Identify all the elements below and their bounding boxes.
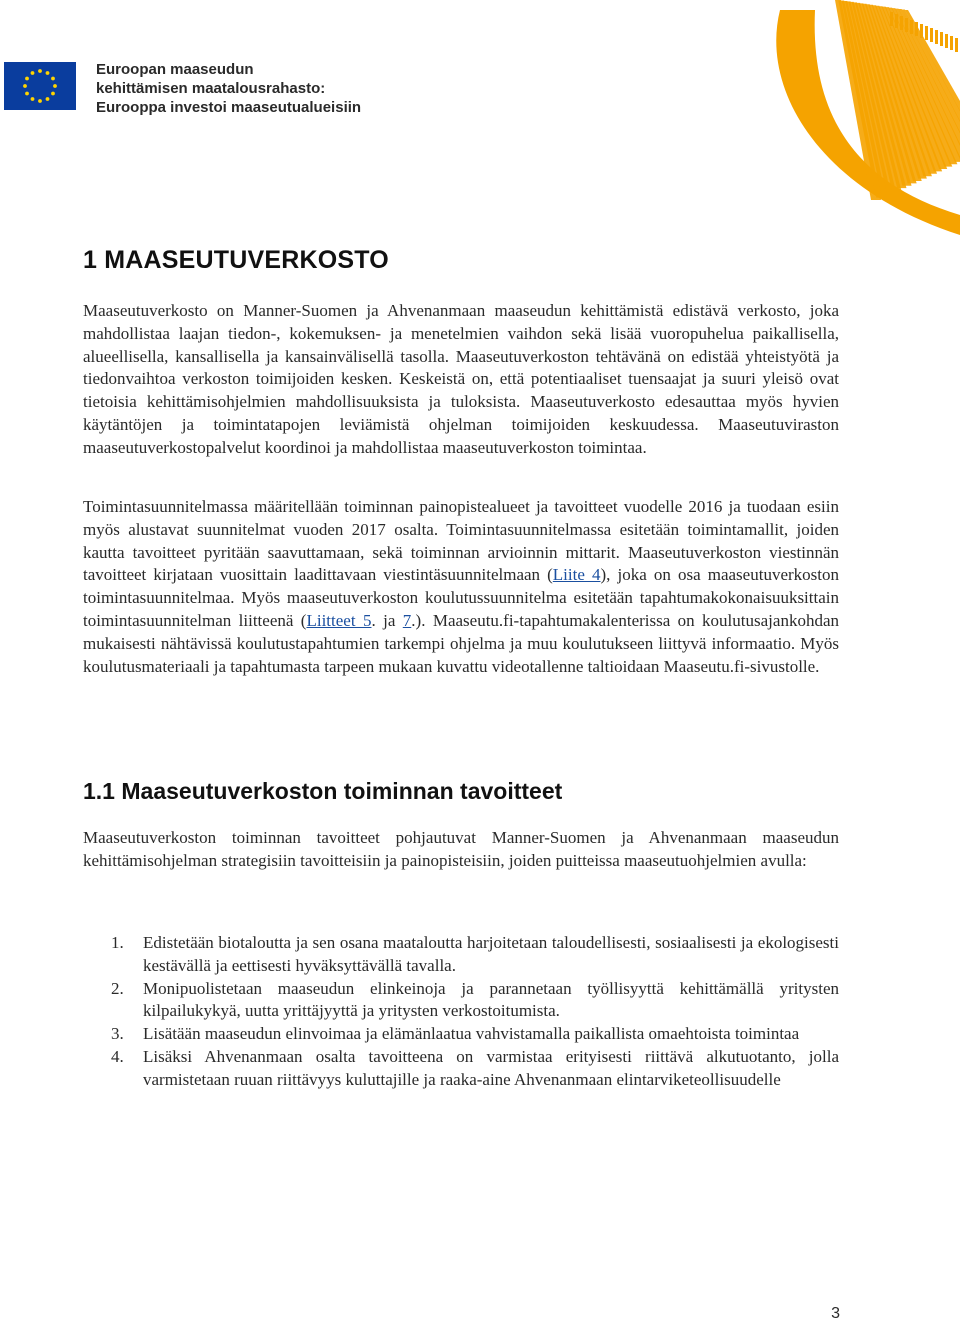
section-heading: 1 MAASEUTUVERKOSTO <box>83 246 389 274</box>
list-number: 1. <box>111 933 124 952</box>
intro-paragraph: Maaseutuverkosto on Manner-Suomen ja Ahvenanmaan maaseudun kehittämistä edistävä verkosto, joka mahdollistaa laajan tiedon-, kokemuksen- ja menetelmien vaihdon sekä lisää vuoropuhelua paikallisella, alueellisella, kansallisella ja kansainvälisellä tasolla. Maaseutuverkoston tehtävänä on edistää yhteistyötä ja tiedonvaihtoa verkoston toimijoiden kesken. Keskeistä on, että potentiaaliset tuensaajat ja suuri yleisö ovat tietoisia kehittämisohjelmien mahdollisuuksista ja tuloksista. Maaseutuverkosto edesauttaa myös hyvien käytäntöjen ja toimintatapojen leviämistä ohjelman toimijoiden keskuudessa. Maaseutuviraston maaseutuverkostopalvelut koordinoi ja mahdollistaa maaseutuverkoston toimintaa. <box>83 301 839 457</box>
swirl-tick-shape <box>905 18 908 32</box>
eu-star-icon <box>38 99 42 103</box>
list-text: Lisäksi Ahvenanmaan osalta tavoitteena on varmistaa erityisesti riittävä alkutuotanto, jolla varmistetaan ruuan riittävyys kuluttajille ja raaka-aine Ahvenanmaan elintarviketeollisuudelle <box>143 1046 839 1089</box>
text-run: ), joka on osa maaseutuverkoston toimintasuunnitelmaa. Myös maaseutuverkoston koulutussuunnitelma esitetään tapahtumakokonaisuuksittain toimintasuunnitelman liitteenä ( <box>83 565 839 630</box>
swirl-tick-shape <box>895 14 898 28</box>
funding-line-1: Euroopan maaseudun <box>96 61 254 78</box>
appendix-7-link[interactable]: 7 <box>402 610 412 630</box>
list-text: Lisätään maaseudun elinvoimaa ja elämänlaatua vahvistamalla paikallista omaehtoista toimintaa <box>143 1024 800 1044</box>
swirl-tick-shape <box>920 24 923 38</box>
eu-star-icon <box>51 92 55 96</box>
eu-star-icon <box>25 77 29 81</box>
swirl-tick-shape <box>890 12 893 26</box>
swirl-tick-shape <box>935 30 938 44</box>
eu-star-icon <box>31 97 35 101</box>
swirl-tick-shape <box>955 38 958 52</box>
eu-stars-icon <box>4 62 76 110</box>
list-number: 2. <box>111 978 124 998</box>
eu-star-icon <box>31 71 35 75</box>
eu-star-icon <box>23 84 27 88</box>
list-text: Edistetään biotaloutta ja sen osana maataloutta harjoitetaan taloudellisesti, sosiaalisesti ja ekologisesti kestävällä ja eettisesti hyväksyttävällä tavalla. <box>143 933 839 975</box>
subsection-heading: 1.1 Maaseutuverkoston toiminnan tavoitteet <box>83 778 563 804</box>
swirl-tick-shape <box>940 32 943 46</box>
swirl-tick-shape <box>930 28 933 42</box>
text-run: . ja <box>371 610 403 630</box>
list-item <box>83 1046 839 1092</box>
eu-star-icon <box>38 69 42 73</box>
goals-list <box>83 932 839 1092</box>
brand-swirl-logo <box>740 0 960 240</box>
eu-star-icon <box>53 84 57 88</box>
swirl-tick-shape <box>950 36 953 50</box>
appendix-5-link[interactable]: Liitteet 5 <box>306 610 372 630</box>
page-number: 3 <box>831 1305 840 1322</box>
list-text: Monipuolistetaan maaseudun elinkeinoja ja parannetaan työllisyyttä kehittämällä yritysten kilpailukykyä, uutta yrittäjyyttä ja yritysten verkostoitumista. <box>143 978 839 1021</box>
appendix-4-link[interactable]: Liite 4 <box>552 565 601 585</box>
text-run: .). Maaseutu.fi-tapahtumakalenterissa on koulutusajankohdan mukaisesti nähtävissä koulutustapahtumien tarkempi ohjelma ja muu koulutukseen liittyvä informaatio. Myös koulutusmateriaali ja tapahtumasta tarpeen mukaan kuvattu videotallenne taltioidaan Maaseutu.fi-sivustolle. <box>83 610 839 676</box>
funding-line-2: kehittämisen maatalousrahasto: <box>96 80 326 97</box>
eu-star-icon <box>51 77 55 81</box>
funding-line-3: Eurooppa investoi maaseutualueisiin <box>96 99 362 116</box>
funding-statement <box>96 60 396 117</box>
eu-star-icon <box>25 92 29 96</box>
eu-star-icon <box>46 71 50 75</box>
list-item <box>83 932 839 978</box>
swirl-tick-shape <box>915 22 918 36</box>
text-run: Toimintasuunnitelmassa määritellään toiminnan painopistealueet ja tavoitteet vuodelle 2016 ja tuodaan esiin myös alustavat suunnitelmat vuoden 2017 osalta. Toimintasuunnitelmassa esitetään toimintamallit, joiden kautta tavoitteet pyritään saavuttamaan, sekä toiminnan arvioinnin mittarit. Maaseutuverkoston viestinnän tavoitteet kirjataan vuosittain laadittavaan viestintäsuunnitelmaan ( <box>83 497 839 585</box>
swirl-tick-shape <box>925 26 928 40</box>
swirl-tick-shape <box>910 20 913 34</box>
action-plan-paragraph <box>83 496 839 678</box>
swirl-tick-shape <box>945 34 948 48</box>
list-number: 3. <box>111 1024 124 1044</box>
list-item <box>83 1023 839 1046</box>
list-number: 4. <box>111 1046 124 1066</box>
eu-star-icon <box>46 97 50 101</box>
goals-intro-paragraph: Maaseutuverkoston toiminnan tavoitteet pohjautuvat Manner-Suomen ja Ahvenanmaan maaseudun kehittämisohjelman strategisiin tavoitteisiin ja painopisteisiin, joiden puitteissa maaseutuohjelmien avulla: <box>83 828 839 870</box>
list-item <box>83 978 839 1024</box>
eu-flag-logo <box>4 62 76 110</box>
swirl-tick-shape <box>900 16 903 30</box>
